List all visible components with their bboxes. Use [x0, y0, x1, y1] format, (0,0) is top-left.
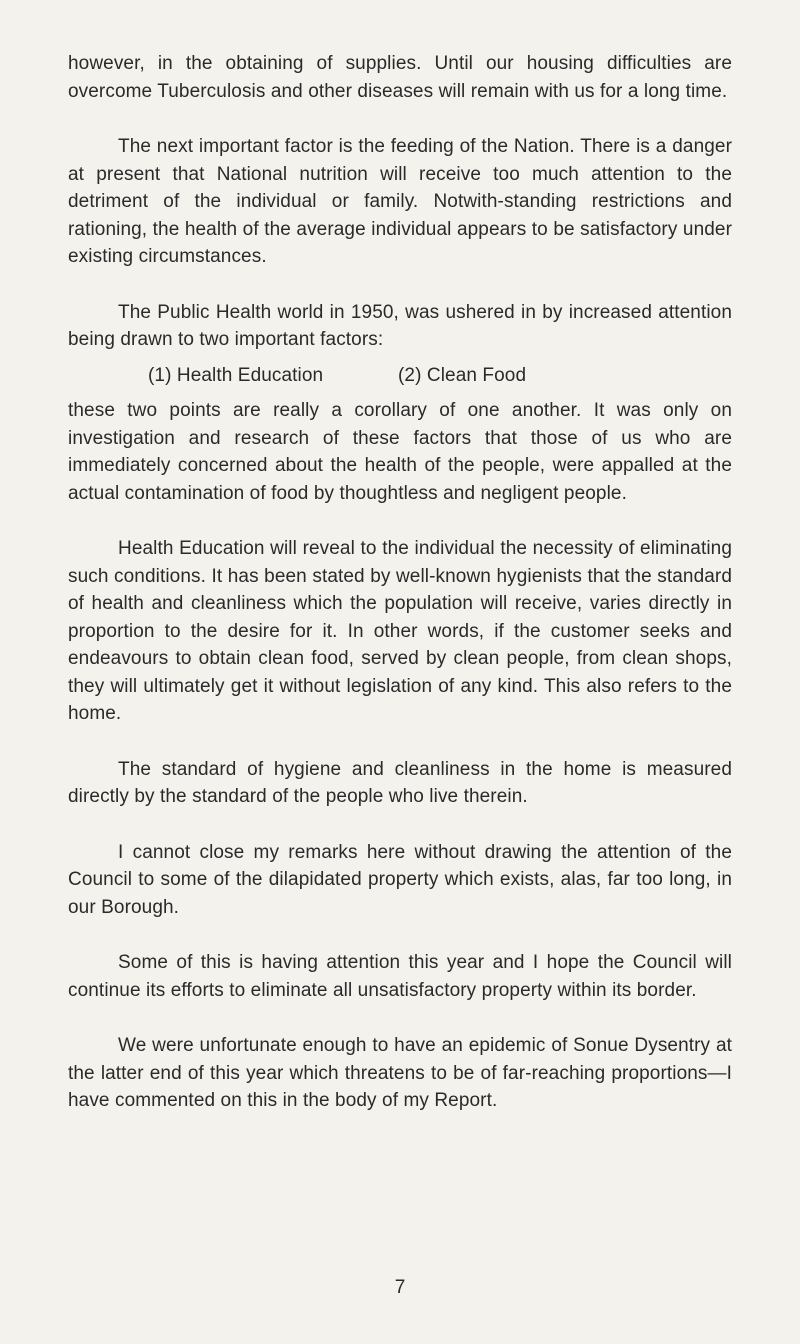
factor-clean-food: (2) Clean Food	[398, 364, 527, 386]
paragraph-health-education: Health Education will reveal to the individual the necessity of eliminating such conditions. It has been stated by well-known hygienists that the standard of health and cleanliness which the population will receive, varies directly in proportion to the desire for it. In other words, if the customer seeks and endeavours to obtain clean food, served by clean people, from clean shops, they will ultimately get it without legislation of any kind. This also refers to the home.	[68, 538, 732, 724]
factors-list	[68, 362, 732, 390]
paragraph-dysentry: We were unfortunate enough to have an epidemic of Sonue Dysentry at the latter end of this year which threatens to be of far-reaching proportions—I have commented on this in the body of my Report.	[68, 1035, 732, 1111]
paragraph-corollary: these two points are really a corollary of one another. It was only on investigation and research of these factors that those of us who are immediately concerned about the health of the people, were appalled at the actual contamination of food by thoughtless and negligent people.	[68, 400, 732, 504]
page-number: 7	[394, 1277, 406, 1298]
paragraph-public-health: The Public Health world in 1950, was ushered in by increased attention being drawn to two important factors:	[68, 301, 732, 350]
paragraph-hygiene: The standard of hygiene and cleanliness in the home is measured directly by the standard of the people who live therein.	[68, 758, 732, 807]
paragraph-dilapidated-property: I cannot close my remarks here without drawing the attention of the Council to some of the dilapidated property which exists, alas, far too long, in our Borough.	[68, 841, 732, 918]
paragraph-nutrition: The next important factor is the feeding of the Nation. There is a danger at present that National nutrition will receive too much attention to the detriment of the individual or family. Notwith-standing restrictions and rationing, the health of the average individual appears to be satisfactory under existing circumstances.	[68, 136, 732, 267]
paragraph-supplies: however, in the obtaining of supplies. Until our housing difficulties are overcome Tuberculosis and other diseases will remain with us for a long time.	[68, 53, 732, 102]
factor-health-education: (1) Health Education	[148, 364, 324, 386]
document-page	[68, 50, 732, 1115]
paragraph-council-efforts: Some of this is having attention this year and I hope the Council will continue its efforts to eliminate all unsatisfactory property within its border.	[68, 952, 732, 1001]
